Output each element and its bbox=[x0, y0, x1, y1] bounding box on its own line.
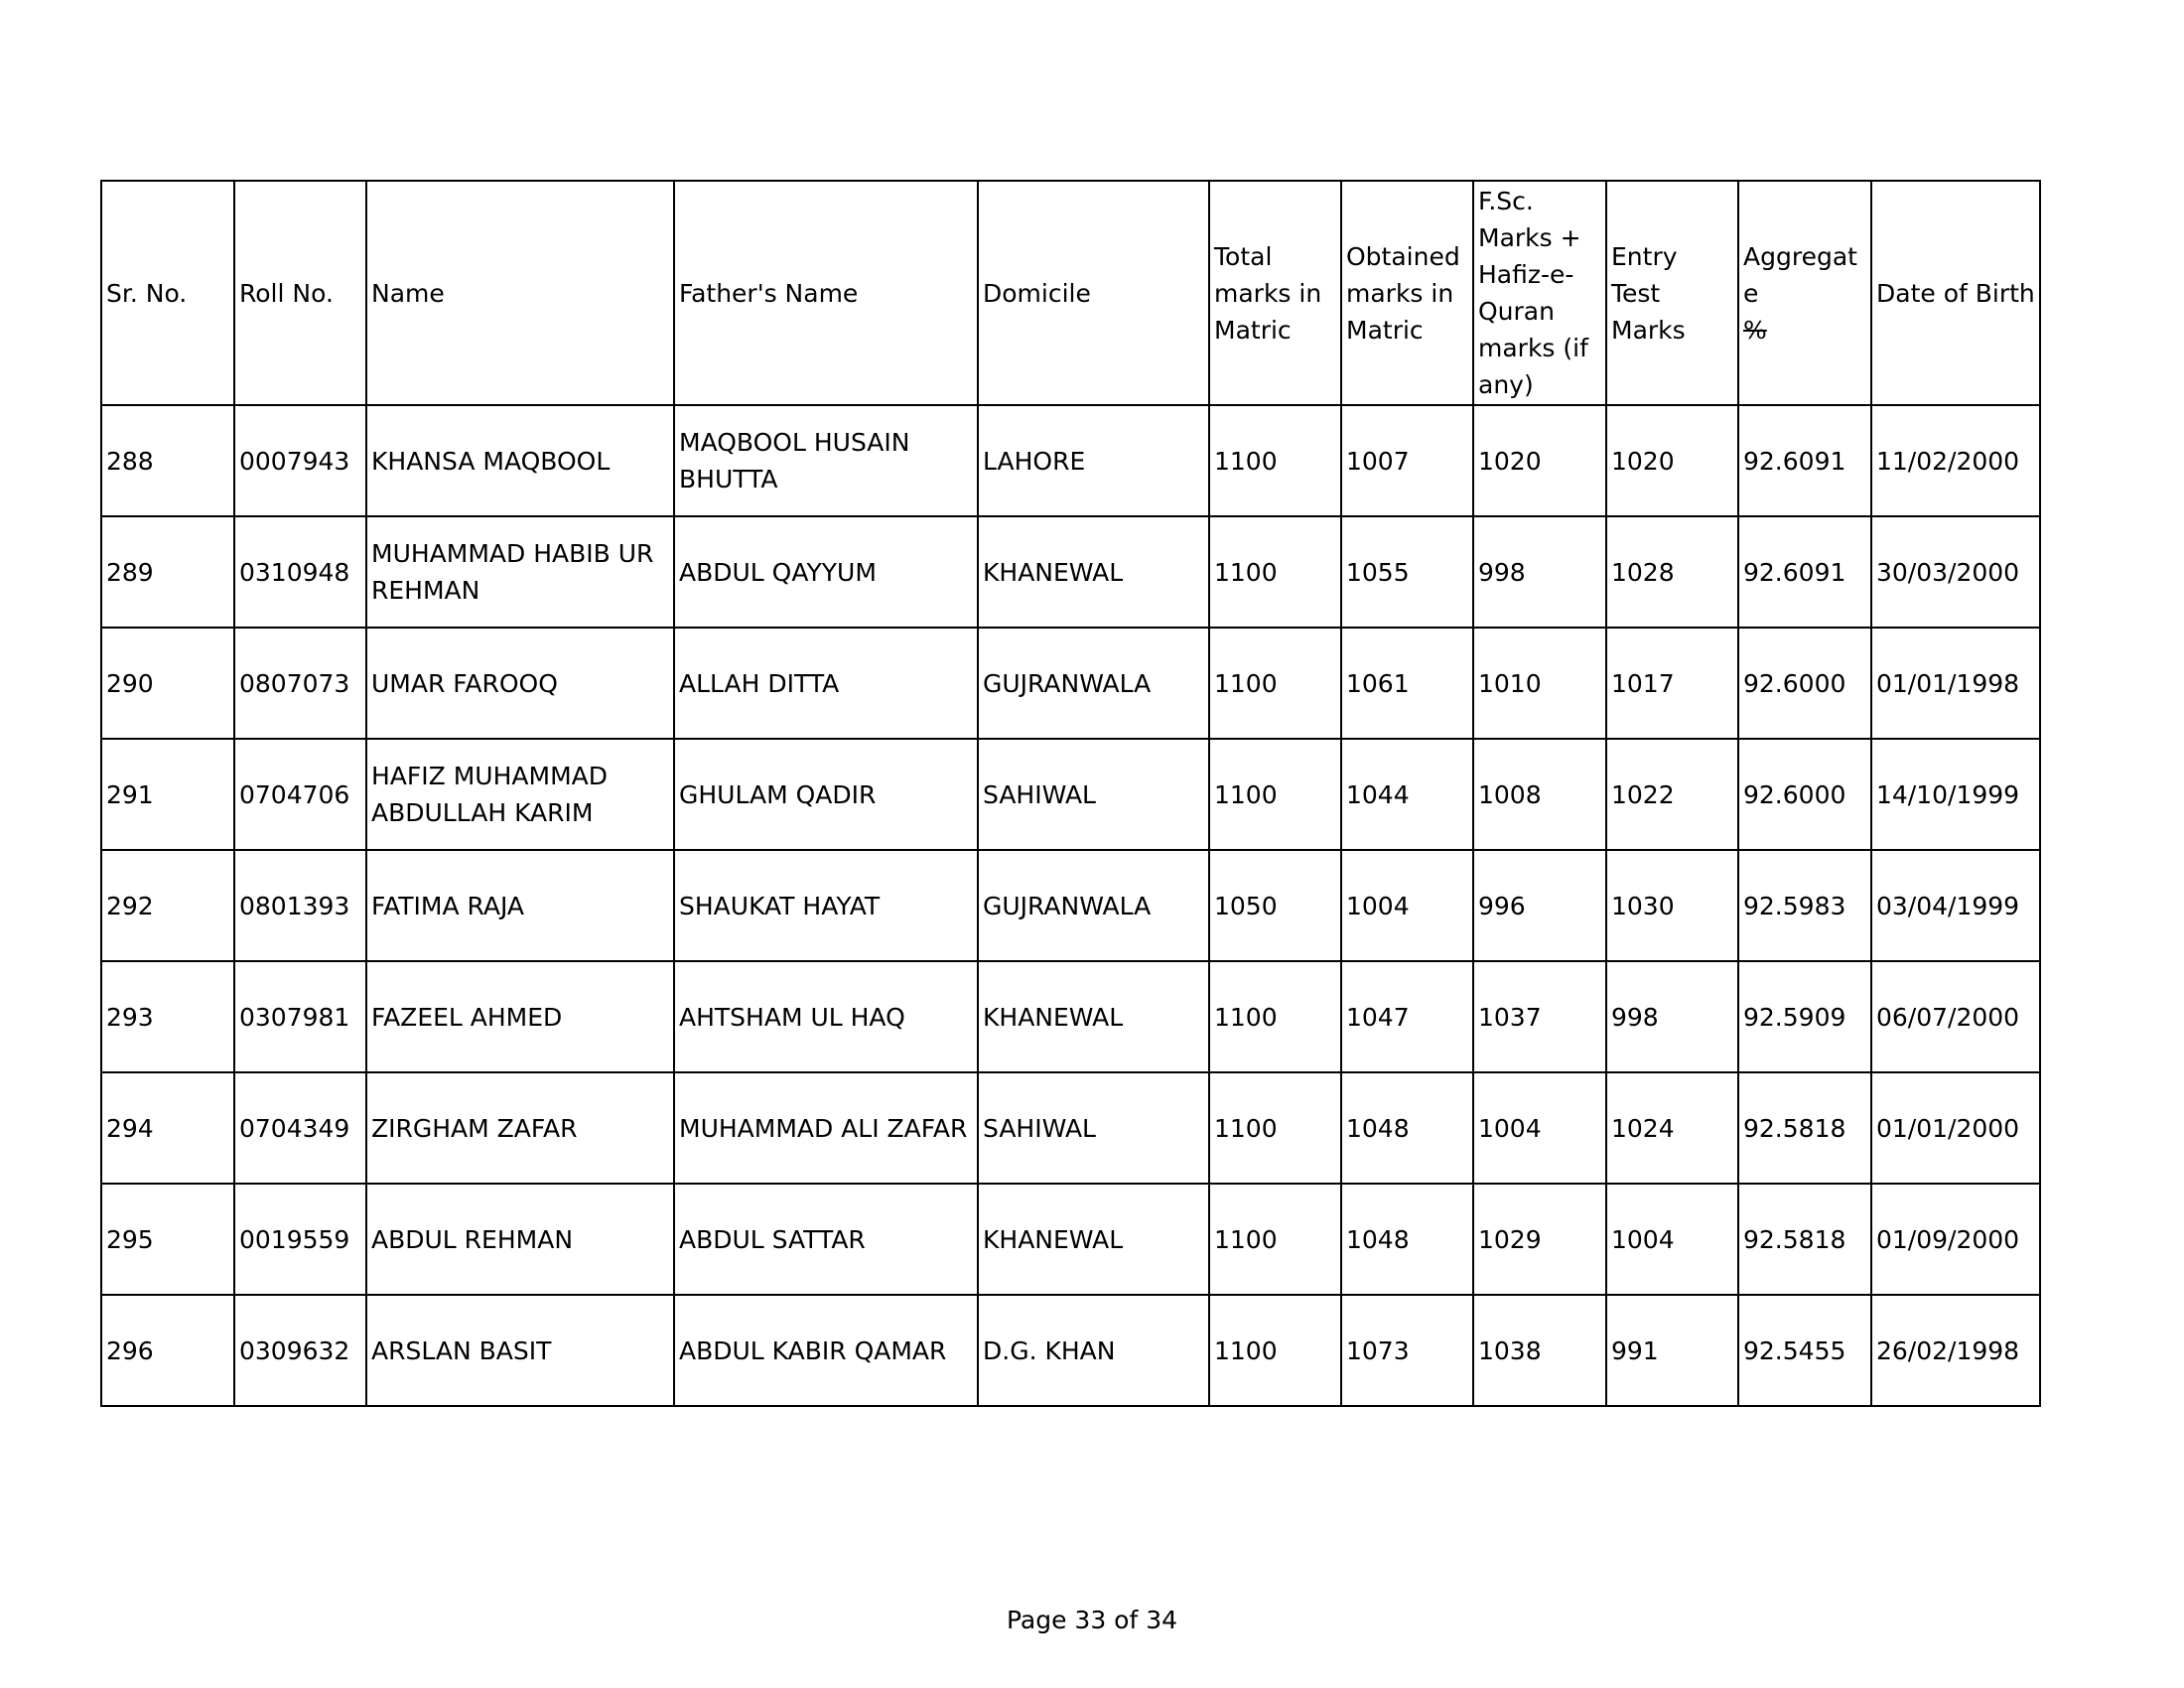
table-row bbox=[101, 1184, 2040, 1295]
cell-aggregate: 92.5455 bbox=[1738, 1295, 1871, 1406]
cell-fsc-marks: 1020 bbox=[1473, 405, 1606, 516]
cell-total-matric: 1100 bbox=[1209, 1184, 1341, 1295]
cell-name: UMAR FAROOQ bbox=[366, 628, 674, 739]
header-father-name: Father's Name bbox=[674, 181, 978, 405]
cell-name: ZIRGHAM ZAFAR bbox=[366, 1072, 674, 1184]
cell-aggregate: 92.5818 bbox=[1738, 1184, 1871, 1295]
cell-sr-no: 294 bbox=[101, 1072, 234, 1184]
header-aggregate-percent: % bbox=[1743, 315, 1767, 345]
header-sr-no: Sr. No. bbox=[101, 181, 234, 405]
table-body bbox=[101, 405, 2040, 1406]
table-row bbox=[101, 850, 2040, 961]
cell-total-matric: 1050 bbox=[1209, 850, 1341, 961]
cell-father-name: AHTSHAM UL HAQ bbox=[674, 961, 978, 1072]
cell-fsc-marks: 1010 bbox=[1473, 628, 1606, 739]
table-row bbox=[101, 516, 2040, 628]
cell-dob: 30/03/2000 bbox=[1871, 516, 2040, 628]
cell-name: MUHAMMAD HABIB UR REHMAN bbox=[366, 516, 674, 628]
cell-domicile: KHANEWAL bbox=[978, 516, 1209, 628]
cell-dob: 14/10/1999 bbox=[1871, 739, 2040, 850]
cell-domicile: SAHIWAL bbox=[978, 739, 1209, 850]
cell-dob: 01/01/1998 bbox=[1871, 628, 2040, 739]
cell-entry-test: 1017 bbox=[1606, 628, 1738, 739]
cell-entry-test: 1020 bbox=[1606, 405, 1738, 516]
header-fsc-marks: F.Sc. Marks + Hafiz-e-Quran marks (if any) bbox=[1473, 181, 1606, 405]
cell-fsc-marks: 1038 bbox=[1473, 1295, 1606, 1406]
cell-obtained-matric: 1073 bbox=[1341, 1295, 1473, 1406]
cell-entry-test: 1028 bbox=[1606, 516, 1738, 628]
cell-father-name: ABDUL KABIR QAMAR bbox=[674, 1295, 978, 1406]
cell-entry-test: 1004 bbox=[1606, 1184, 1738, 1295]
cell-father-name: MAQBOOL HUSAIN BHUTTA bbox=[674, 405, 978, 516]
cell-obtained-matric: 1055 bbox=[1341, 516, 1473, 628]
cell-dob: 01/09/2000 bbox=[1871, 1184, 2040, 1295]
cell-dob: 01/01/2000 bbox=[1871, 1072, 2040, 1184]
cell-roll-no: 0310948 bbox=[234, 516, 366, 628]
cell-domicile: KHANEWAL bbox=[978, 1184, 1209, 1295]
cell-domicile: LAHORE bbox=[978, 405, 1209, 516]
table-row bbox=[101, 739, 2040, 850]
cell-sr-no: 290 bbox=[101, 628, 234, 739]
table-header-row bbox=[101, 181, 2040, 405]
cell-obtained-matric: 1044 bbox=[1341, 739, 1473, 850]
table-row bbox=[101, 961, 2040, 1072]
cell-roll-no: 0704706 bbox=[234, 739, 366, 850]
cell-roll-no: 0704349 bbox=[234, 1072, 366, 1184]
cell-fsc-marks: 1008 bbox=[1473, 739, 1606, 850]
cell-father-name: SHAUKAT HAYAT bbox=[674, 850, 978, 961]
cell-entry-test: 1024 bbox=[1606, 1072, 1738, 1184]
cell-fsc-marks: 1004 bbox=[1473, 1072, 1606, 1184]
header-entry-test: Entry Test Marks bbox=[1606, 181, 1738, 405]
cell-sr-no: 291 bbox=[101, 739, 234, 850]
cell-total-matric: 1100 bbox=[1209, 1295, 1341, 1406]
cell-domicile: KHANEWAL bbox=[978, 961, 1209, 1072]
header-dob: Date of Birth bbox=[1871, 181, 2040, 405]
cell-fsc-marks: 996 bbox=[1473, 850, 1606, 961]
cell-roll-no: 0307981 bbox=[234, 961, 366, 1072]
header-name: Name bbox=[366, 181, 674, 405]
cell-father-name: ABDUL SATTAR bbox=[674, 1184, 978, 1295]
cell-obtained-matric: 1047 bbox=[1341, 961, 1473, 1072]
cell-roll-no: 0007943 bbox=[234, 405, 366, 516]
cell-aggregate: 92.6000 bbox=[1738, 628, 1871, 739]
cell-aggregate: 92.5909 bbox=[1738, 961, 1871, 1072]
cell-obtained-matric: 1048 bbox=[1341, 1072, 1473, 1184]
cell-total-matric: 1100 bbox=[1209, 1072, 1341, 1184]
cell-entry-test: 1022 bbox=[1606, 739, 1738, 850]
cell-domicile: SAHIWAL bbox=[978, 1072, 1209, 1184]
cell-obtained-matric: 1004 bbox=[1341, 850, 1473, 961]
cell-aggregate: 92.6091 bbox=[1738, 405, 1871, 516]
cell-domicile: GUJRANWALA bbox=[978, 850, 1209, 961]
header-domicile: Domicile bbox=[978, 181, 1209, 405]
cell-fsc-marks: 1037 bbox=[1473, 961, 1606, 1072]
cell-obtained-matric: 1061 bbox=[1341, 628, 1473, 739]
cell-name: ABDUL REHMAN bbox=[366, 1184, 674, 1295]
page-number: Page 33 of 34 bbox=[1006, 1606, 1178, 1634]
cell-dob: 03/04/1999 bbox=[1871, 850, 2040, 961]
cell-name: HAFIZ MUHAMMAD ABDULLAH KARIM bbox=[366, 739, 674, 850]
cell-aggregate: 92.5983 bbox=[1738, 850, 1871, 961]
cell-sr-no: 295 bbox=[101, 1184, 234, 1295]
cell-sr-no: 292 bbox=[101, 850, 234, 961]
cell-entry-test: 998 bbox=[1606, 961, 1738, 1072]
cell-name: ARSLAN BASIT bbox=[366, 1295, 674, 1406]
cell-name: FAZEEL AHMED bbox=[366, 961, 674, 1072]
cell-name: FATIMA RAJA bbox=[366, 850, 674, 961]
table-row bbox=[101, 1072, 2040, 1184]
cell-domicile: D.G. KHAN bbox=[978, 1295, 1209, 1406]
table-row bbox=[101, 1295, 2040, 1406]
cell-father-name: ALLAH DITTA bbox=[674, 628, 978, 739]
cell-dob: 06/07/2000 bbox=[1871, 961, 2040, 1072]
cell-aggregate: 92.5818 bbox=[1738, 1072, 1871, 1184]
cell-roll-no: 0807073 bbox=[234, 628, 366, 739]
cell-total-matric: 1100 bbox=[1209, 405, 1341, 516]
cell-sr-no: 289 bbox=[101, 516, 234, 628]
cell-roll-no: 0309632 bbox=[234, 1295, 366, 1406]
cell-entry-test: 991 bbox=[1606, 1295, 1738, 1406]
header-total-matric: Total marks in Matric bbox=[1209, 181, 1341, 405]
table-row bbox=[101, 405, 2040, 516]
cell-dob: 26/02/1998 bbox=[1871, 1295, 2040, 1406]
cell-total-matric: 1100 bbox=[1209, 739, 1341, 850]
cell-roll-no: 0801393 bbox=[234, 850, 366, 961]
cell-fsc-marks: 1029 bbox=[1473, 1184, 1606, 1295]
cell-sr-no: 293 bbox=[101, 961, 234, 1072]
cell-aggregate: 92.6000 bbox=[1738, 739, 1871, 850]
cell-name: KHANSA MAQBOOL bbox=[366, 405, 674, 516]
cell-total-matric: 1100 bbox=[1209, 961, 1341, 1072]
header-roll-no: Roll No. bbox=[234, 181, 366, 405]
cell-aggregate: 92.6091 bbox=[1738, 516, 1871, 628]
cell-total-matric: 1100 bbox=[1209, 516, 1341, 628]
header-aggregate-label: Aggregate bbox=[1743, 241, 1857, 308]
table-row bbox=[101, 628, 2040, 739]
cell-father-name: ABDUL QAYYUM bbox=[674, 516, 978, 628]
cell-dob: 11/02/2000 bbox=[1871, 405, 2040, 516]
cell-father-name: GHULAM QADIR bbox=[674, 739, 978, 850]
merit-list-table bbox=[100, 180, 2041, 1407]
cell-sr-no: 296 bbox=[101, 1295, 234, 1406]
cell-roll-no: 0019559 bbox=[234, 1184, 366, 1295]
cell-total-matric: 1100 bbox=[1209, 628, 1341, 739]
cell-obtained-matric: 1007 bbox=[1341, 405, 1473, 516]
header-aggregate bbox=[1738, 181, 1871, 405]
cell-sr-no: 288 bbox=[101, 405, 234, 516]
cell-obtained-matric: 1048 bbox=[1341, 1184, 1473, 1295]
cell-entry-test: 1030 bbox=[1606, 850, 1738, 961]
cell-domicile: GUJRANWALA bbox=[978, 628, 1209, 739]
header-obtained-matric: Obtained marks in Matric bbox=[1341, 181, 1473, 405]
cell-fsc-marks: 998 bbox=[1473, 516, 1606, 628]
cell-father-name: MUHAMMAD ALI ZAFAR bbox=[674, 1072, 978, 1184]
